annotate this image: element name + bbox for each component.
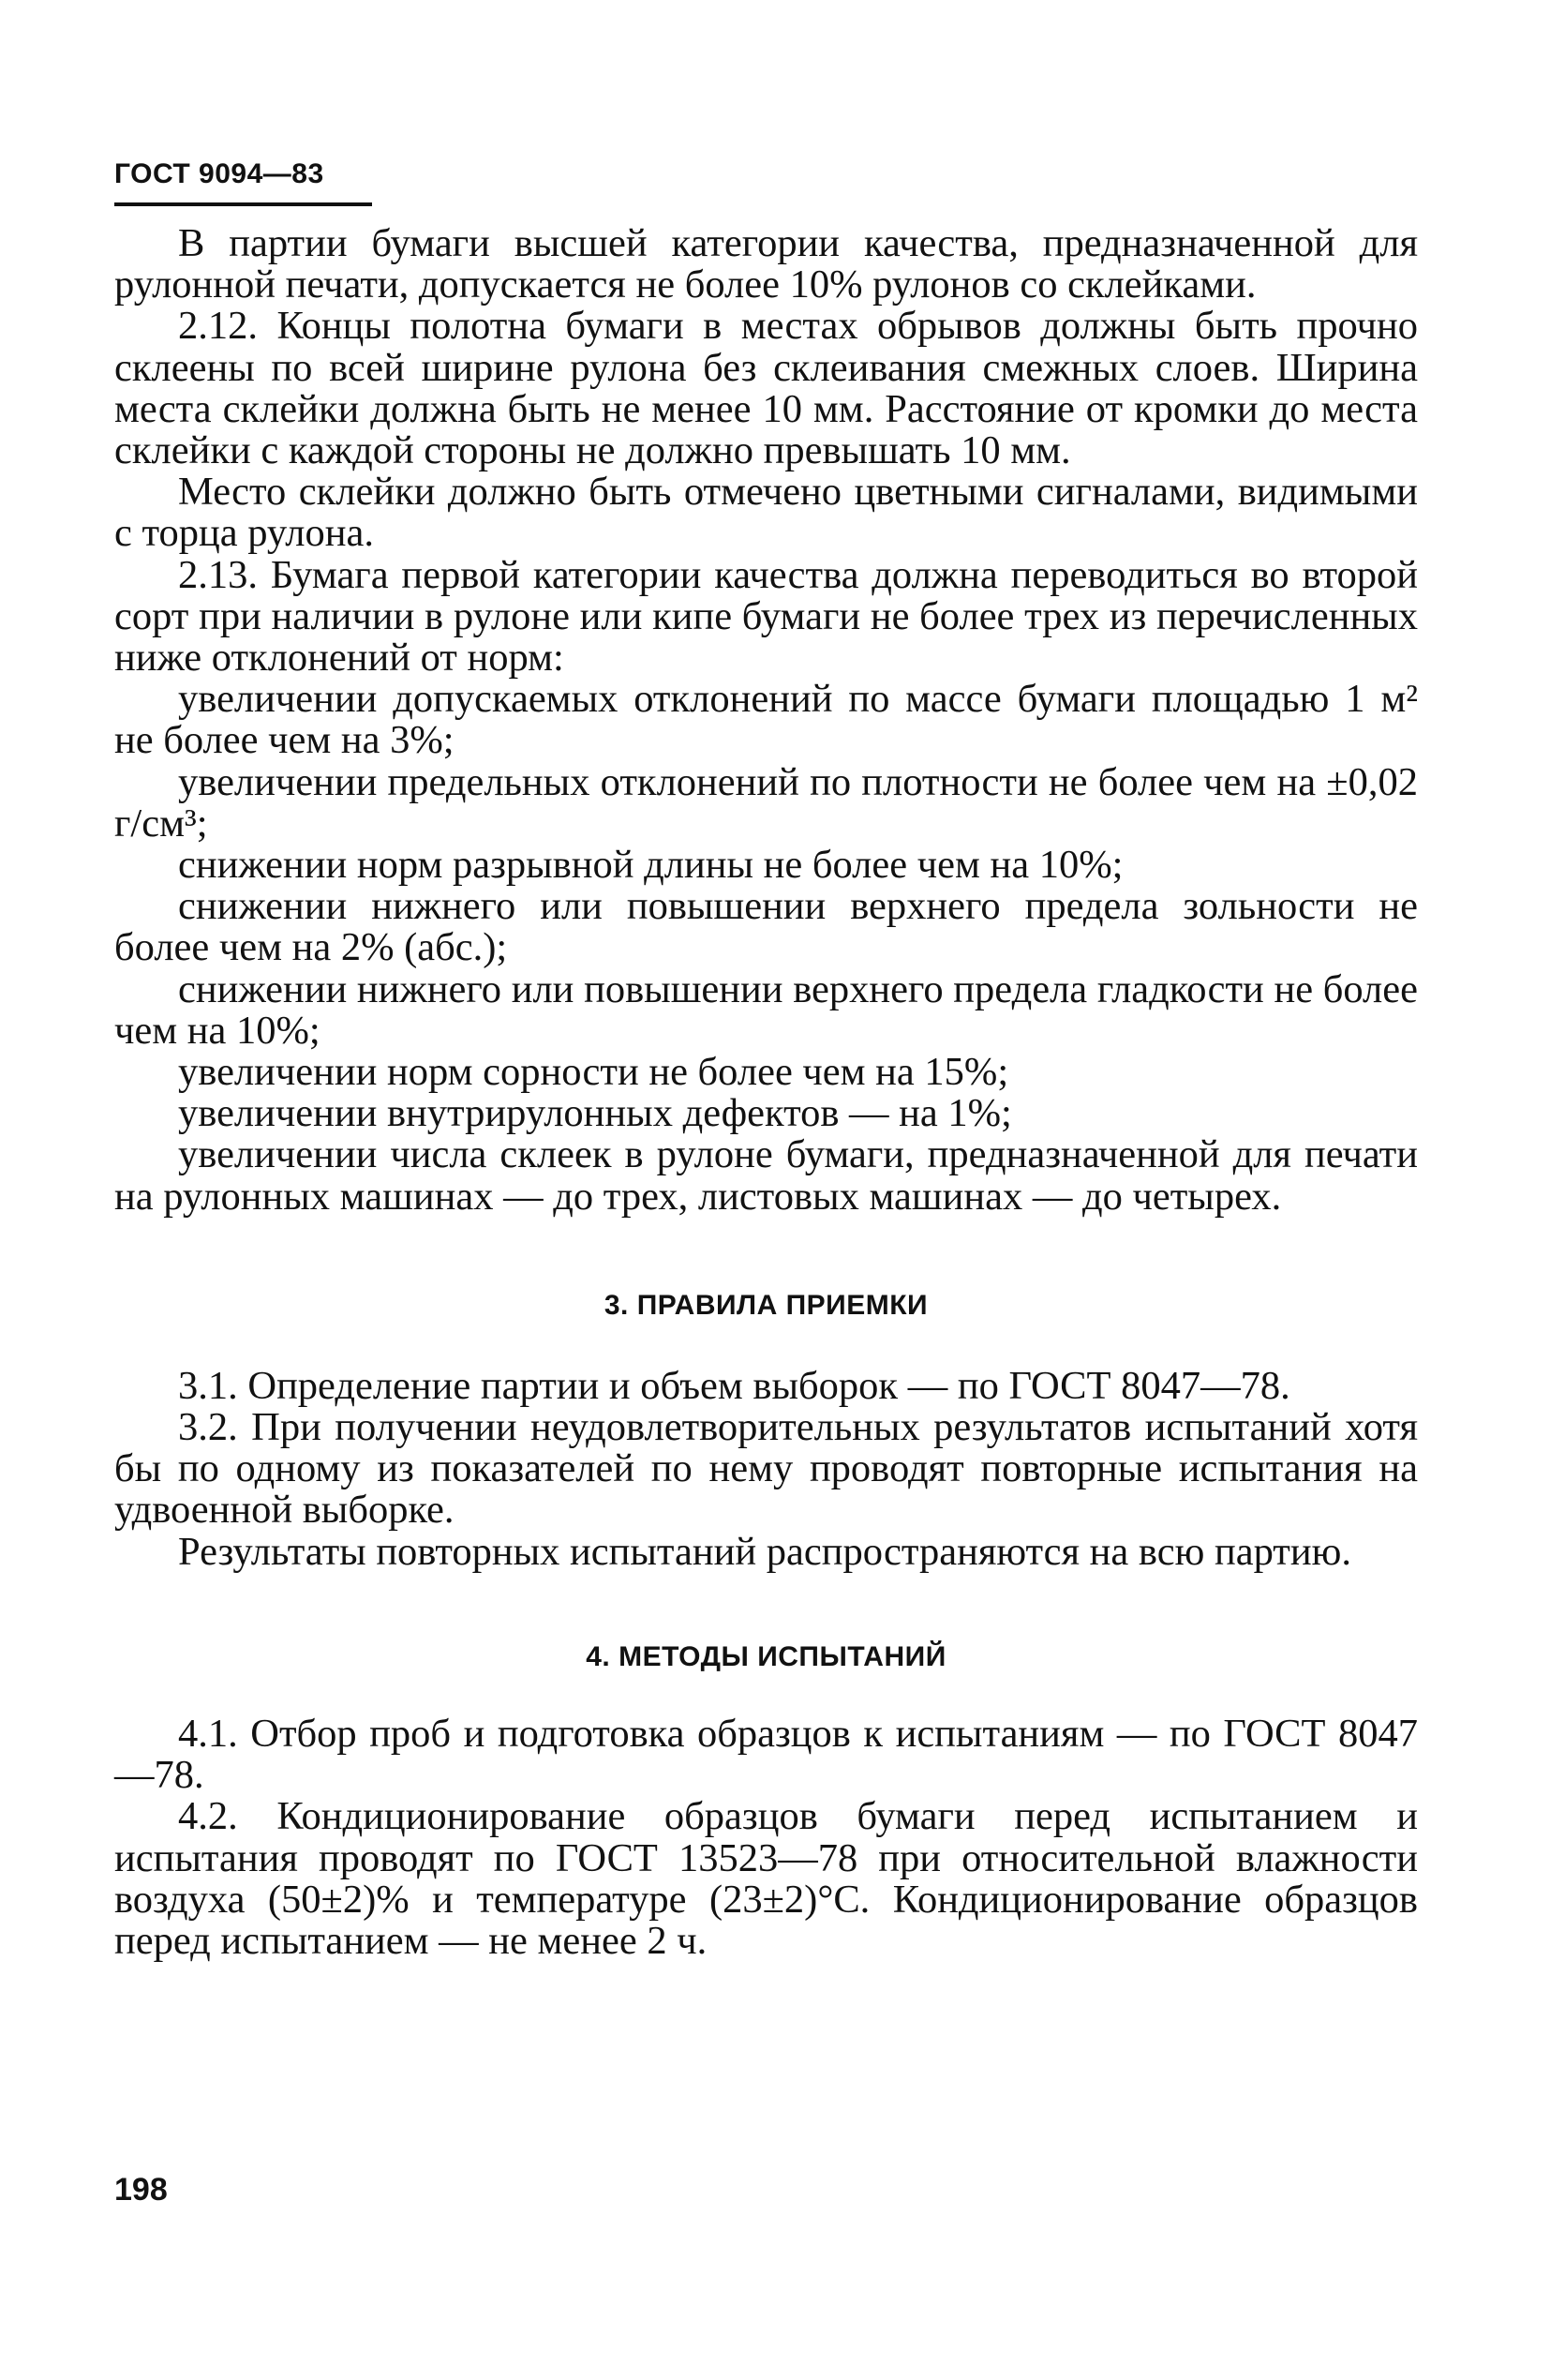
section-4-heading: 4. МЕТОДЫ ИСПЫТАНИЙ [586,1640,946,1672]
deviation-item-splices: увеличении числа склеек в рулоне бумаги, предназначенной для печати на рулонных машинах — до трех, листовых машинах — до четырех. [114,1132,1418,1219]
paragraph-splice-marking: Место склейки должно быть отмечено цветными сигналами, видимыми с торца рулона. [114,470,1418,556]
section-3-heading: 3. ПРАВИЛА ПРИЕМКИ [604,1289,929,1321]
page-number: 198 [114,2172,168,2208]
paragraph-3-2-results: Результаты повторных испытаний распространяются на всю партию. [178,1529,1351,1574]
deviation-item-breaking-length: снижении норм разрывной длины не более чем на 10%; [178,843,1124,888]
paragraph-4-1: 4.1. Отбор проб и подготовка образцов к испытаниям — по ГОСТ 8047—78. [114,1711,1418,1798]
paragraph-4-2: 4.2. Кондиционирование образцов бумаги перед испытанием и испытания проводят по ГОСТ 13523—78 при относительной влажности воздуха (50±2)% и температуре (23±2)°С. Кондиционирование образцов перед испытанием — не менее 2 ч. [114,1794,1418,1963]
paragraph-3-1: 3.1. Определение партии и объем выборок — по ГОСТ 8047—78. [178,1363,1290,1408]
deviation-item-ash: снижении нижнего или повышении верхнего предела зольности не более чем на 2% (абс.); [114,884,1418,970]
document-header: ГОСТ 9094—83 [114,157,372,206]
document-body [114,223,1418,1962]
paragraph-2-13: 2.13. Бумага первой категории качества должна переводиться во второй сорт при наличии в рулоне или кипе бумаги не более трех из перечисленных ниже отклонений от норм: [114,552,1418,681]
paragraph-top-1: В партии бумаги высшей категории качества, предназначенной для рулонной печати, допускается не более 10% рулонов со склейками. [114,221,1418,307]
deviation-item-density: увеличении предельных отклонений по плотности не более чем на ±0,02 г/см³; [114,759,1418,846]
deviation-item-dirt: увеличении норм сорности не более чем на 15%; [178,1050,1009,1095]
paragraph-3-2: 3.2. При получении неудовлетворительных результатов испытаний хотя бы по одному из показателей по нему проводят повторные испытания на удвоенной выборке. [114,1405,1418,1533]
deviation-item-smoothness: снижении нижнего или повышении верхнего предела гладкости не более чем на 10%; [114,966,1418,1053]
paragraph-2-12: 2.12. Концы полотна бумаги в местах обрывов должны быть прочно склеены по всей ширине рулона без склеивания смежных слоев. Ширина места склейки должна быть не менее 10 мм. Расстояние от кромки до места склейки с каждой стороны не должно превышать 10 мм. [114,304,1418,473]
deviation-item-roll-defects: увеличении внутрирулонных дефектов — на 1%; [178,1091,1012,1136]
deviation-item-mass: увеличении допускаемых отклонений по массе бумаги площадью 1 м² не более чем на 3%; [114,677,1418,763]
